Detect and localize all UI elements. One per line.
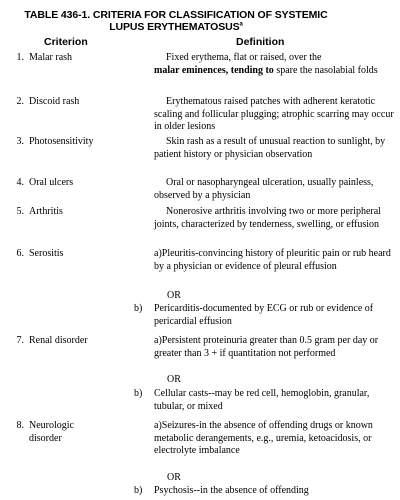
- table-title-footnote-mark: a: [239, 21, 243, 28]
- criterion-label: Photosensitivity: [29, 136, 94, 147]
- table-title-line2-text: LUPUS ERYTHEMATOSUS: [109, 21, 240, 33]
- criterion-label: Neurologic disorder: [29, 420, 74, 444]
- definition-text: [154, 420, 394, 458]
- row-number: 1.: [16, 52, 24, 63]
- definition-option-b: Cellular casts--may be red cell, hemoglobin, granular, tubular, or mixed: [154, 388, 370, 412]
- or-separator: OR: [167, 374, 181, 385]
- definition-text: [154, 248, 394, 273]
- row-number: 5.: [16, 206, 24, 217]
- definition-option-b: Pericarditis-documented by ECG or rub or evidence of pericardial effusion: [154, 303, 374, 327]
- or-separator: OR: [167, 472, 181, 483]
- table-title: [6, 9, 346, 33]
- column-header-definition: Definition: [236, 36, 285, 48]
- definition-line: Fixed erythema, flat or raised, over the: [166, 52, 322, 63]
- definition-paragraph: Erythematous raised patches with adherent keratotic scaling and follicular plugging; atrophic scarring may occur in older lesions: [154, 96, 394, 132]
- definition-text: [154, 206, 394, 231]
- definition-text: [154, 335, 394, 360]
- definition-text: [154, 177, 394, 202]
- criterion-label: Serositis: [29, 248, 64, 259]
- criterion-label: Malar rash: [29, 52, 73, 63]
- definition-rest: spare the nasolabial folds: [273, 64, 378, 76]
- definition-paragraph: Skin rash as a result of unusual reaction to sunlight, by patient history or physician observation: [154, 136, 386, 160]
- definition-emphasis: malar eminences, tending to: [154, 64, 274, 76]
- definition-option-a: a)Seizures-in the absence of offending drugs or known metabolic derangements, e.g., uremia, ketoacidosis, or electrolyte imbalance: [154, 420, 373, 456]
- definition-text: [154, 96, 394, 134]
- criterion-label: Renal disorder: [29, 335, 88, 346]
- row-number: 4.: [16, 177, 24, 188]
- criterion-label: Oral ulcers: [29, 177, 74, 188]
- row-number: 3.: [16, 136, 24, 147]
- criterion-label: Arthritis: [29, 206, 63, 217]
- column-header-criterion: Criterion: [44, 36, 88, 48]
- row-number: 6.: [16, 248, 24, 259]
- row-number: 7.: [16, 335, 24, 346]
- definition-option-a: a)Persistent proteinuria greater than 0.5 gram per day or greater than 3 + if quantitation not performed: [154, 335, 379, 359]
- row-number: 2.: [16, 96, 24, 107]
- definition-paragraph: Nonerosive arthritis involving two or more peripheral joints, characterized by tenderness, swelling, or effusion: [154, 206, 381, 230]
- option-b-marker: b): [134, 485, 143, 496]
- table-title-line2: [6, 21, 346, 33]
- definition-option-b: Psychosis--in the absence of offending: [154, 485, 309, 496]
- definition-text: [154, 52, 394, 77]
- criterion-label: Discoid rash: [29, 96, 80, 107]
- definition-text: [154, 136, 394, 161]
- or-separator: OR: [167, 290, 181, 301]
- definition-paragraph: Oral or nasopharyngeal ulceration, usually painless, observed by a physician: [154, 177, 374, 201]
- definition-option-a: a)Pleuritis-convincing history of pleuritic pain or rub heard by a physician or evidence of pleural effusion: [154, 248, 391, 272]
- option-b-marker: b): [134, 388, 143, 399]
- row-number: 8.: [16, 420, 24, 431]
- option-b-marker: b): [134, 303, 143, 314]
- table-title-line1: TABLE 436-1. CRITERIA FOR CLASSIFICATION OF SYSTEMIC: [24, 9, 328, 21]
